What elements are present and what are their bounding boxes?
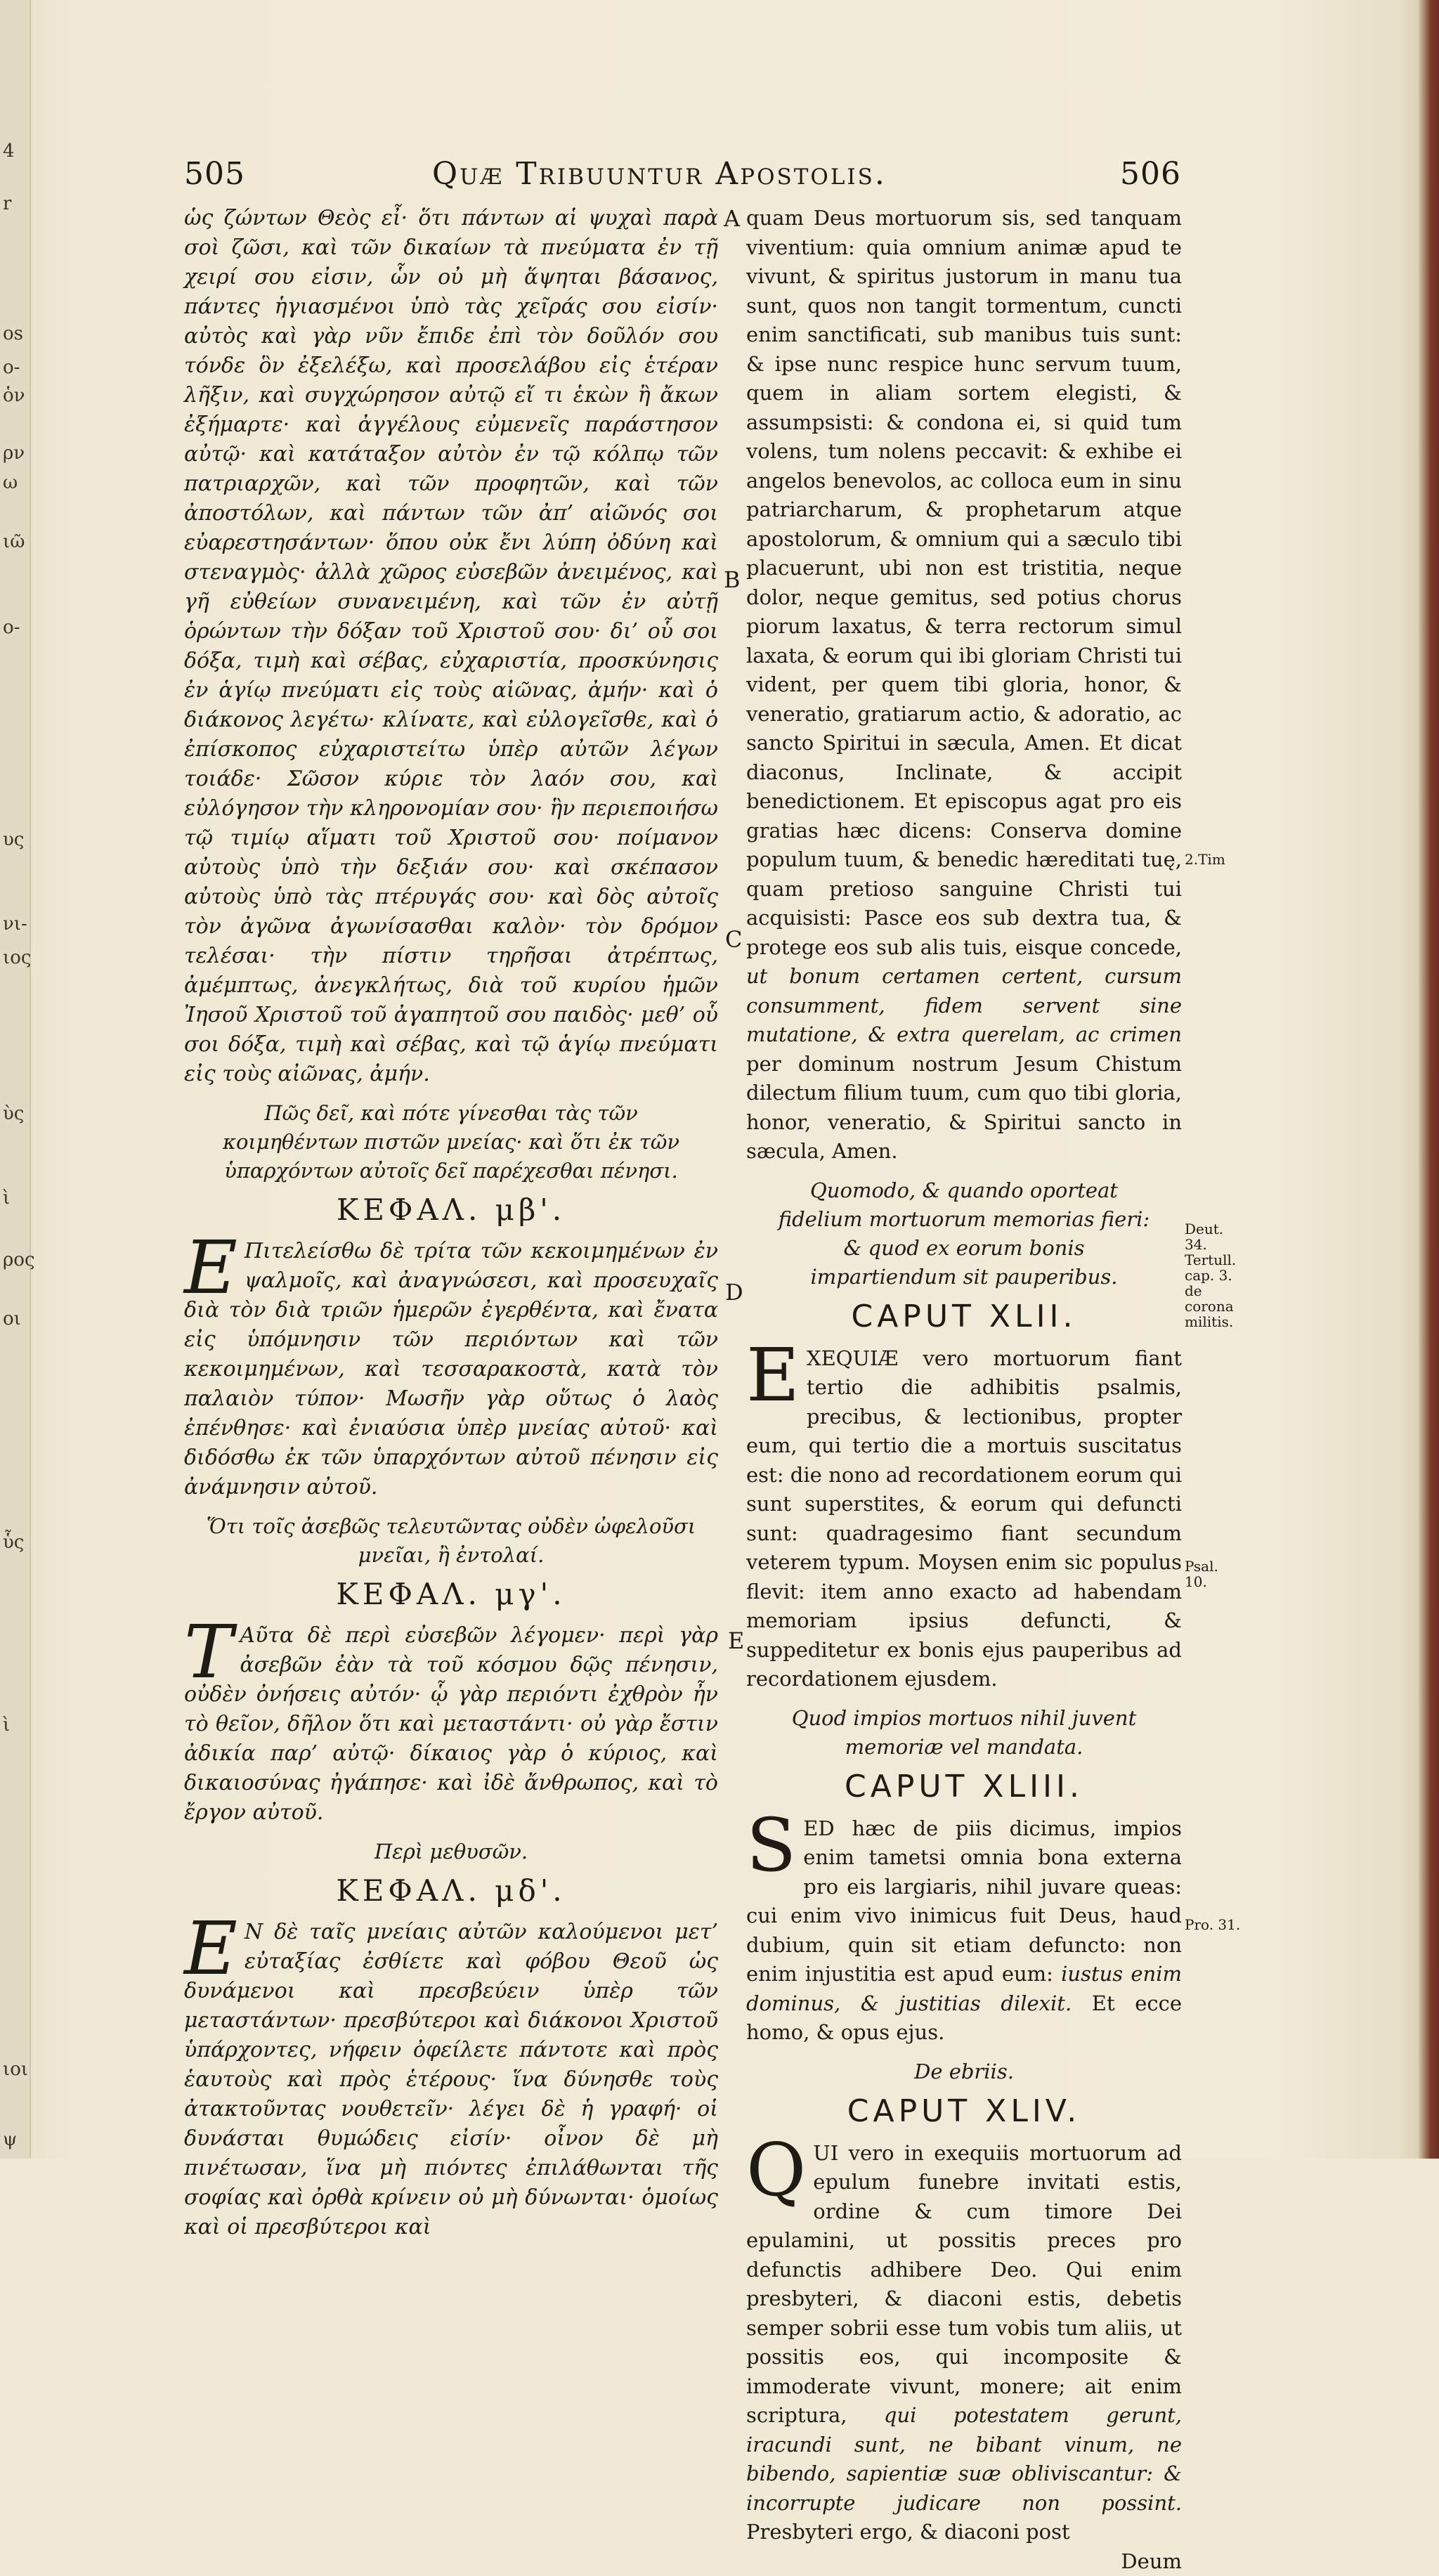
- latin-paragraph: [746, 1814, 1182, 2048]
- drop-cap: S: [746, 1817, 796, 1873]
- book-cover-edge: [1418, 0, 1439, 2159]
- catchword: Deum: [746, 2547, 1182, 2576]
- greek-paragraph-text: Πιτελείσθω δὲ τρίτα τῶν κεκοιμημένων ἐν ψαλμοῖς, καὶ ἀναγνώσεσι, καὶ προσευχαῖς διὰ τὸν διὰ τριῶν ἡμερῶν ἐγερθέντα, καὶ ἔνατα εἰς ὑπόμνησιν τῶν περιόντων καὶ τῶν κεκοιμημένων, καὶ τεσσαρακοστὰ, κατὰ τὸν παλαιὸν τύπον· Μωσῆν γὰρ οὕτως ὁ λαὸς ἐπένθησε· καὶ ἐνιαύσια ὑπὲρ μνείας αὐτοῦ· καὶ διδόσθω ἐκ τῶν ὑπαρχόντων αὐτοῦ πένησιν εἰς ἀνάμνησιν αὐτοῦ.: [184, 1239, 718, 1500]
- prev-fragment: ὶ: [3, 1715, 10, 1736]
- latin-column: [746, 204, 1182, 2576]
- prev-fragment: ω: [3, 472, 18, 493]
- section-marker-e: E: [728, 1627, 744, 1654]
- latin-paragraph-text: XEQUIÆ vero mortuorum fiant tertio die adhibitis psalmis, precibus, & lectionibus, propter eum, qui tertio die a mortuis suscitatus est: die nono ad recordationem eorum qui sunt superstites, & eorum qui defuncti sunt: quadragesimo fiant secundum veterem typum. Moysen enim sic populus flevit: item anno exacto ad habendam memoriam ipsius defuncti, & suppeditetur ex bonis ejus pauperibus ad recordationem ejusdem.: [746, 1346, 1182, 1691]
- margin-note: Pro. 31.: [1185, 1917, 1241, 1932]
- page-number-left: 505: [184, 156, 245, 192]
- latin-chapter-summary: De ebriis.: [767, 2057, 1161, 2086]
- margin-note: Deut. 34. Tertull. cap. 3. de corona militis.: [1185, 1221, 1241, 1329]
- margin-note: Psal. 10.: [1185, 1559, 1241, 1589]
- prev-fragment: ὺς: [3, 1103, 24, 1124]
- prev-fragment: ὁν: [3, 385, 25, 406]
- drop-cap: E: [746, 1347, 800, 1403]
- prev-fragment: 4: [3, 141, 15, 162]
- prev-fragment: ρν: [3, 443, 25, 464]
- latin-paragraph-text: per dominum nostrum Jesum Chistum dilectum filium tuum, cum quo tibi gloria, honor, veneratio, & Spiritui sancto in sæcula, Amen.: [746, 1052, 1182, 1164]
- latin-chapter-heading: CAPUT XLIV.: [746, 2093, 1182, 2129]
- greek-paragraph: ὡς ζώντων Θεὸς εἶ· ὅτι πάντων αἱ ψυχαὶ παρὰ σοὶ ζῶσι, καὶ τῶν δικαίων τὰ πνεύματα ἐν τῇ χειρί σου εἰσιν, ὧν οὐ μὴ ἅψηται βάσανος, πάντες ἡγιασμένοι ὑπὸ τὰς χεῖράς σου εἰσίν· αὐτὸς καὶ γὰρ νῦν ἔπιδε ἐπὶ τὸν δοῦλόν σου τόνδε ὃν ἐξελέξω, καὶ προσελάβου εἰς ἑτέραν λῆξιν, καὶ συγχώρησον αὐτῷ εἴ τι ἑκὼν ἢ ἄκων ἐξήμαρτε· καὶ ἀγγέλους εὐμενεῖς παράστησον αὐτῷ· καὶ κατάταξον αὐτὸν ἐν τῷ κόλπῳ τῶν πατριαρχῶν, καὶ τῶν προφητῶν, καὶ τῶν ἀποστόλων, καὶ πάντων τῶν ἀπ’ αἰῶνός σοι εὐαρεστησάντων· ὅπου οὐκ ἔνι λύπη ὀδύνη καὶ στεναγμὸς· ἀλλὰ χῶρος εὐσεβῶν ἀνειμένος, καὶ γῆ εὐθείων συνανειμένη, καὶ τῶν ἐν αὐτῇ ὁρώντων τὴν δόξαν τοῦ Χριστοῦ σου· δι’ οὗ σοι δόξα, τιμὴ καὶ σέβας, εὐχαριστία, προσκύνησις ἐν ἁγίῳ πνεύματι εἰς τοὺς αἰῶνας, ἀμήν· καὶ ὁ διάκονος λεγέτω· κλίνατε, καὶ εὐλογεῖσθε, καὶ ὁ ἐπίσκοπος εὐχαριστείτω ὑπὲρ αὐτῶν λέγων τοιάδε· Σῶσον κύριε τὸν λαόν σου, καὶ εὐλόγησον τὴν κληρονομίαν σου· ἣν περιεποιήσω τῷ τιμίῳ αἵματι τοῦ Χριστοῦ σου· ποίμανον αὐτοὺς ὑπὸ τὴν δεξιάν σου· καὶ σκέπασον αὐτοὺς ὑπὸ τὰς πτέρυγάς σου· καὶ δὸς αὐτοῖς τὸν ἀγῶνα ἀγωνίσασθαι καλὸν· τὸν δρόμον τελέσαι· τὴν πίστιν τηρῆσαι ἀτρέπτως, ἀμέμπτως, ἀνεγκλήτως, διὰ τοῦ κυρίου ἡμῶν Ἰησοῦ Χριστοῦ τοῦ ἀγαπητοῦ σου παιδὸς· μεθ’ οὗ σοι δόξα, τιμὴ καὶ σέβας, καὶ τῷ ἁγίῳ πνεύματι εἰς τοὺς αἰῶνας, ἀμήν.: [184, 204, 718, 1089]
- latin-chapter-summary: Quomodo, & quando oporteat fidelium mortuorum memorias fieri: & quod ex eorum bonis impartiendum sit pauperibus.: [767, 1176, 1161, 1292]
- greek-paragraph: [184, 1237, 718, 1502]
- greek-column: [184, 204, 718, 2242]
- prev-fragment: o-: [3, 357, 20, 378]
- greek-chapter-heading: ΚΕΦΑΛ. μγ'.: [184, 1577, 718, 1611]
- drop-cap: Ε: [184, 1240, 237, 1296]
- greek-chapter-summary: Πῶς δεῖ, καὶ πότε γίνεσθαι τὰς τῶν κοιμηθέντων πιστῶν μνείας· καὶ ὅτι ἐκ τῶν ὑπαρχόντων αὐτοῖς δεῖ παρέχεσθαι πένησι.: [205, 1099, 697, 1185]
- section-marker-c: C: [725, 926, 742, 953]
- prev-fragment: οι: [3, 1308, 21, 1329]
- section-marker-b: B: [724, 566, 741, 593]
- latin-paragraph: [746, 1344, 1182, 1694]
- section-marker-d: D: [725, 1279, 743, 1306]
- prev-fragment: νι-: [3, 913, 27, 935]
- prev-fragment: ιοι: [3, 2059, 28, 2080]
- drop-cap: Q: [746, 2142, 806, 2198]
- greek-chapter-summary: Περὶ μεθυσῶν.: [205, 1837, 697, 1866]
- prev-fragment: ὶ: [3, 1188, 10, 1209]
- prev-fragment: r: [3, 193, 11, 214]
- prev-fragment: υς: [3, 829, 24, 850]
- prev-fragment: ο-: [3, 617, 20, 638]
- greek-chapter-heading: ΚΕΦΑΛ. μβ'.: [184, 1192, 718, 1227]
- greek-paragraph-text: Ν δὲ ταῖς μνείαις αὐτῶν καλούμενοι μετ’ εὐταξίας ἐσθίετε καὶ φόβου Θεοῦ ὡς δυνάμενοι καὶ πρεσβεύειν ὑπὲρ τῶν μεταστάντων· πρεσβύτεροι καὶ διάκονοι Χριστοῦ ὑπάρχοντες, νήφειν ὀφείλετε πάντοτε καὶ πρὸς ἑαυτοὺς καὶ πρὸς ἑτέρους· ἵνα δύνησθε τοὺς ἀτακτοῦντας νουθετεῖν· λέγει δὲ ἡ γραφή· οἱ δυνάσται θυμώδεις εἰσίν· οἶνον δὲ μὴ πινέτωσαν, ἵνα μὴ πιόντες ἐπιλάθωνται τῆς σοφίας καὶ ὀρθὰ κρίνειν οὐ μὴ δύνωνται· ὁμοίως καὶ οἱ πρεσβύτεροι καὶ: [184, 1920, 718, 2239]
- latin-emphasis: ut bonum certamen certent, cursum consumment, fidem servent sine mutatione, & extra querelam, ac crimen: [746, 964, 1182, 1046]
- running-title: Quæ Tribuuntur Apostolis.: [432, 156, 887, 192]
- greek-chapter-summary: Ὅτι τοῖς ἀσεβῶς τελευτῶντας οὐδὲν ὠφελοῦσι μνεῖαι, ἢ ἐντολαί.: [205, 1512, 697, 1570]
- previous-page-edge: [0, 0, 31, 2159]
- latin-paragraph-text: quam Deus mortuorum sis, sed tanquam viventium: quia omnium animæ apud te vivunt, & spiritus justorum in manu tua sunt, quos non tangit tormentum, cuncti enim sanctificati, sub manibus tuis sunt: & ipse nunc respice hunc servum tuum, quem in aliam sortem elegisti, & assumpsisti: & condona ei, si quid tum volens, tum nolens peccavit: & exhibe ei angelos benevolos, ac colloca eum in sinu patriarcharum, & prophetarum atque apostolorum, & omnium qui a sæculo tibi placuerunt, ubi non est tristitia, neque dolor, neque gemitus, sed potius chorus piorum laxatus, & terra rectorum simul laxata, & eorum qui ibi gloriam Christi tui vident, per quem tibi gloria, honor, & veneratio, gratiarum actio, & adoratio, ac sancto Spiritui in sæcula, Amen. Et dicat diaconus, Inclinate, & accipit benedictionem. Et episcopus agat pro eis gratias hæc dicens: Conserva domine populum tuum, & benedic hæreditati tuę, quam pretioso sanguine Christi tui acquisisti: Pasce eos sub dextra tua, & protege eos sub alis tuis, eisque concede,: [746, 206, 1182, 959]
- prev-fragment: ρος: [3, 1249, 35, 1270]
- latin-paragraph-text: UI vero in exequiis mortuorum ad epulum funebre invitati estis, ordine & cum timore Dei epulamini, ut possitis preces pro defunctis adhibere Deo. Qui enim presbyteri, & diaconi estis, debetis semper sobrii esse tum vobis tum aliis, ut possitis eos, qui incomposite & immoderate vivunt, monere; ait enim scriptura,: [746, 2141, 1182, 2428]
- latin-paragraph-text: Presbyteri ergo, & diaconi post: [746, 2520, 1070, 2544]
- prev-fragment: ιος: [3, 947, 31, 968]
- drop-cap: Ε: [184, 1920, 237, 1977]
- page-number-right: 506: [1120, 156, 1181, 192]
- prev-fragment: os: [3, 323, 23, 344]
- latin-chapter-heading: CAPUT XLIII.: [746, 1769, 1182, 1804]
- greek-paragraph: [184, 1918, 718, 2242]
- latin-emphasis: iustus enim dominus, & justitias dilexit.: [746, 1962, 1182, 2015]
- latin-paragraph-text: ED hæc de piis dicimus, impios enim tametsi omnia bona externa pro eis largiaris, nihil juvare queas: cui enim vivo inimicus fuit Deus, haud dubium, quin sit etiam defuncto: non enim injustitia est apud eum:: [746, 1816, 1182, 1986]
- prev-fragment: ιῶ: [3, 531, 25, 552]
- latin-emphasis: qui potestatem gerunt, iracundi sunt, ne bibant vinum, ne bibendo, sapientiæ suæ obliviscantur: & incorrupte judicare non possint.: [746, 2403, 1182, 2515]
- prev-fragment: ὗς: [3, 1532, 24, 1553]
- latin-chapter-summary: Quod impios mortuos nihil juvent memoriæ vel mandata.: [767, 1704, 1161, 1762]
- latin-paragraph: [746, 2139, 1182, 2547]
- drop-cap: Τ: [184, 1624, 233, 1680]
- latin-chapter-heading: CAPUT XLII.: [746, 1299, 1182, 1334]
- section-marker-a: A: [724, 205, 740, 232]
- latin-paragraph-text: Et ecce homo, & opus ejus.: [746, 1991, 1182, 2045]
- greek-paragraph-text: Αῦτα δὲ περὶ εὐσεβῶν λέγομεν· περὶ γὰρ ἀσεβῶν ἐὰν τὰ τοῦ κόσμου δῷς πένησιν, οὐδὲν ὀνήσεις αὐτόν· ᾧ γὰρ περιόντι ἐχθρὸν ἦν τὸ θεῖον, δῆλον ὅτι καὶ μεταστάντι· οὐ γὰρ ἔστιν ἀδικία παρ’ αὐτῷ· δίκαιος γὰρ ὁ κύριος, καὶ δικαιοσύνας ἠγάπησε· καὶ ἰδὲ ἄνθρωπος, καὶ τὸ ἔργον αὐτοῦ.: [184, 1623, 718, 1825]
- greek-chapter-heading: ΚΕΦΑΛ. μδ'.: [184, 1873, 718, 1908]
- greek-paragraph: [184, 1621, 718, 1828]
- latin-paragraph: [746, 204, 1182, 1166]
- prev-fragment: ψ: [3, 2129, 17, 2150]
- margin-note: 2.Tim: [1185, 852, 1241, 867]
